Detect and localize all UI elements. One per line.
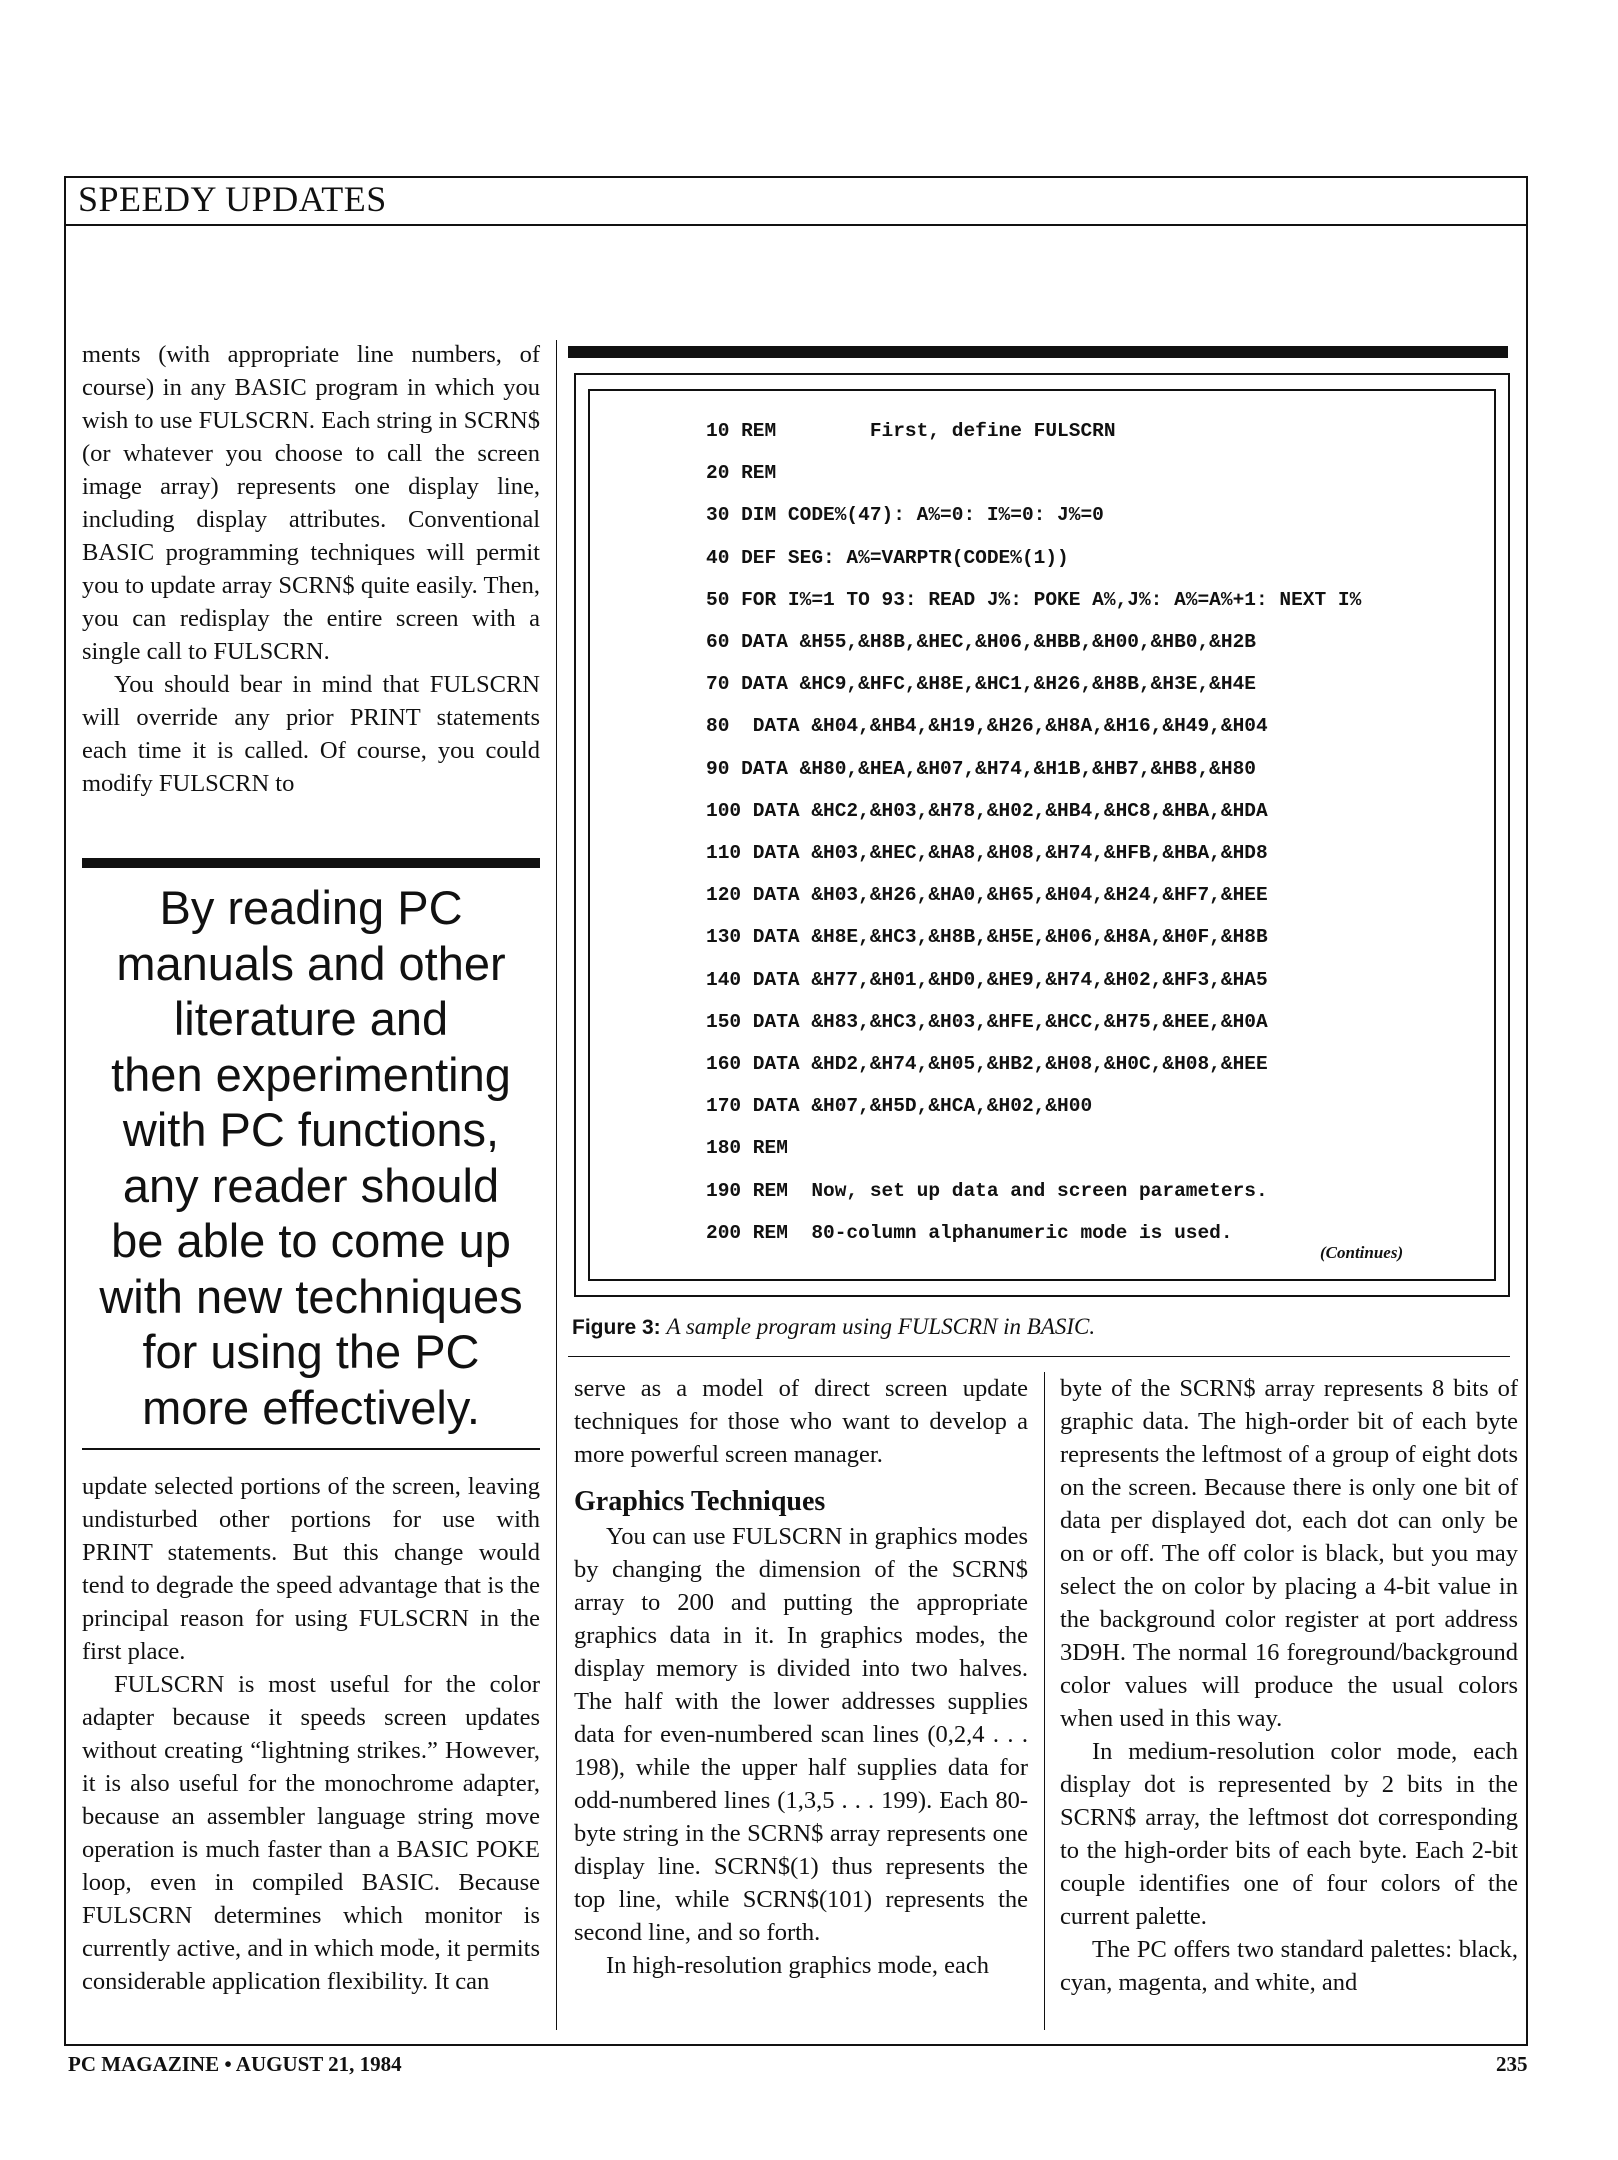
- paragraph: update selected portions of the screen, leaving undisturbed other portions for use with PRINT statements. But this change would tend to degrade the speed advantage that is the principal reason for using FULSCRN in the first place.: [82, 1473, 540, 1665]
- code-listing: [706, 410, 1361, 1254]
- figure-caption-label: Figure 3:: [572, 1316, 661, 1339]
- pull-quote: [82, 880, 540, 1435]
- figure-caption: [572, 1314, 1095, 1340]
- code-line: 100 DATA &HC2,&H03,&H78,&H02,&HB4,&HC8,&HBA,&HDA: [706, 799, 1268, 822]
- code-line: 40 DEF SEG: A%=VARPTR(CODE%(1)): [706, 546, 1069, 569]
- left-column-bottom: [82, 1470, 540, 1998]
- column-divider: [1044, 1372, 1045, 2030]
- pull-quote-line: any reader should: [122, 1158, 500, 1212]
- page-number: 235: [1496, 2052, 1528, 2076]
- code-line: 20 REM: [706, 462, 777, 485]
- pull-quote-line: By reading PC: [159, 881, 463, 934]
- code-line: 90 DATA &H80,&HEA,&H07,&H74,&H1B,&HB7,&HB8,&H80: [706, 757, 1256, 780]
- code-line: 180 REM: [706, 1137, 788, 1160]
- pull-quote-line: with PC functions,: [122, 1103, 500, 1156]
- code-line: 170 DATA &H07,&H5D,&HCA,&H02,&H00: [706, 1095, 1093, 1118]
- section-heading: Graphics Techniques: [574, 1486, 826, 1517]
- pull-quote-line: manuals and other: [116, 936, 506, 990]
- continues-label: (Continues): [1320, 1243, 1404, 1262]
- code-line: 70 DATA &HC9,&HFC,&H8E,&HC1,&H26,&H8B,&H3E,&H4E: [706, 673, 1256, 696]
- pull-quote-line: be able to come up: [111, 1214, 511, 1267]
- code-line: 160 DATA &HD2,&H74,&H05,&HB2,&H08,&H0C,&H08,&HEE: [706, 1053, 1268, 1076]
- figure-top-bar: [568, 346, 1508, 358]
- figure-caption-text: A sample program using FULSCRN in BASIC.: [666, 1314, 1096, 1339]
- code-line: 30 DIM CODE%(47): A%=0: I%=0: J%=0: [706, 504, 1104, 527]
- paragraph: ments (with appropriate line numbers, of course) in any BASIC program in which you wish to use FULSCRN. Each string in SCRN$ (or whatever you choose to call the screen image array) represents one display line, including display attributes. Conventional BASIC programming techniques will permit you to update array SCRN$ quite easily. Then, you can redisplay the entire screen with a single call to FULSCRN.: [82, 341, 540, 665]
- code-line: 140 DATA &H77,&H01,&HD0,&HE9,&H74,&H02,&HF3,&HA5: [706, 968, 1268, 991]
- section-title: SPEEDY UPDATES: [78, 179, 387, 219]
- code-line: 150 DATA &H83,&HC3,&H03,&HFE,&HCC,&H75,&HEE,&H0A: [706, 1010, 1268, 1033]
- pull-quote-top-rule: [82, 858, 540, 868]
- middle-column: [574, 1372, 1028, 1982]
- paragraph: byte of the SCRN$ array represents 8 bits of graphic data. The high-order bit of each byte represents the leftmost of a group of eight dots on the screen. Because there is only one bit of data per displayed dot, each dot can only be on or off. The off color is black, but you may select the on color by placing a 4-bit value in the background color register at port address 3D9H. The normal 16 foreground/background color values will produce the usual colors when used in this way.: [1060, 1375, 1518, 1732]
- left-column-top: [82, 338, 540, 800]
- pull-quote-line: literature and: [173, 992, 449, 1045]
- paragraph: In high-resolution graphics mode, each: [606, 1952, 990, 1979]
- code-line: 80 DATA &H04,&HB4,&H19,&H26,&H8A,&H16,&H49,&H04: [706, 715, 1268, 738]
- right-column: [1060, 1372, 1518, 1999]
- code-line: 120 DATA &H03,&H26,&HA0,&H65,&H04,&H24,&HF7,&HEE: [706, 884, 1268, 907]
- paragraph: serve as a model of direct screen update techniques for those who want to develop a more powerful screen manager.: [574, 1375, 1028, 1468]
- header-rule: [64, 224, 1528, 226]
- code-line: 60 DATA &H55,&H8B,&HEC,&H06,&HBB,&H00,&HB0,&H2B: [706, 631, 1256, 654]
- paragraph: FULSCRN is most useful for the color adapter because it speeds screen updates without creating “lightning strikes.” However, it is also useful for the monochrome adapter, because an assembler language string move operation is much faster than a BASIC POKE loop, even in compiled BASIC. Because FULSCRN determines which monitor is currently active, and in which mode, it permits considerable application flexibility. It can: [82, 1671, 540, 1995]
- paragraph: In medium-resolution color mode, each display dot is represented by 2 bits in the SCRN$ array, the leftmost dot corresponding to the high-order bits of each byte. Each 2-bit couple identifies one of four colors of the current palette.: [1060, 1738, 1518, 1930]
- paragraph: You can use FULSCRN in graphics modes by changing the dimension of the SCRN$ array to 200 and putting the appropriate graphics data in it. In graphics modes, the display memory is divided into two halves. The half with the lower addresses supplies data for even-numbered scan lines (0,2,4 . . . 198), while the upper half supplies data for odd-numbered lines (1,3,5 . . . 199). Each 80-byte string in the SCRN$ array represents one display line. SCRN$(1) thus represents the top line, while SCRN$(101) represents the second line, and so forth.: [574, 1523, 1028, 1946]
- code-line: 10 REM First, define FULSCRN: [706, 420, 1116, 442]
- pull-quote-bottom-rule: [82, 1448, 540, 1450]
- pull-quote-line: for using the PC: [142, 1325, 480, 1378]
- code-line: 190 REM Now, set up data and screen parameters.: [706, 1179, 1268, 1202]
- pull-quote-line: with new techniques: [99, 1269, 523, 1323]
- code-line: 200 REM 80-column alphanumeric mode is used.: [706, 1221, 1233, 1244]
- paragraph: You should bear in mind that FULSCRN will override any prior PRINT statements each time it is called. Of course, you could modify FULSCRN to: [82, 671, 540, 797]
- publication-footer: PC MAGAZINE • AUGUST 21, 1984: [68, 2052, 402, 2076]
- code-line: 50 FOR I%=1 TO 93: READ J%: POKE A%,J%: A%=A%+1: NEXT I%: [706, 588, 1362, 611]
- pull-quote-line: then experimenting: [111, 1047, 511, 1101]
- code-line: 130 DATA &H8E,&HC3,&H8B,&H5E,&H06,&H8A,&H0F,&H8B: [706, 926, 1268, 949]
- paragraph: The PC offers two standard palettes: black, cyan, magenta, and white, and: [1060, 1936, 1518, 1996]
- caption-rule: [568, 1356, 1510, 1357]
- column-divider: [556, 340, 557, 2030]
- pull-quote-line: more effectively.: [142, 1380, 480, 1434]
- code-line: 110 DATA &H03,&HEC,&HA8,&H08,&H74,&HFB,&HBA,&HD8: [706, 842, 1268, 865]
